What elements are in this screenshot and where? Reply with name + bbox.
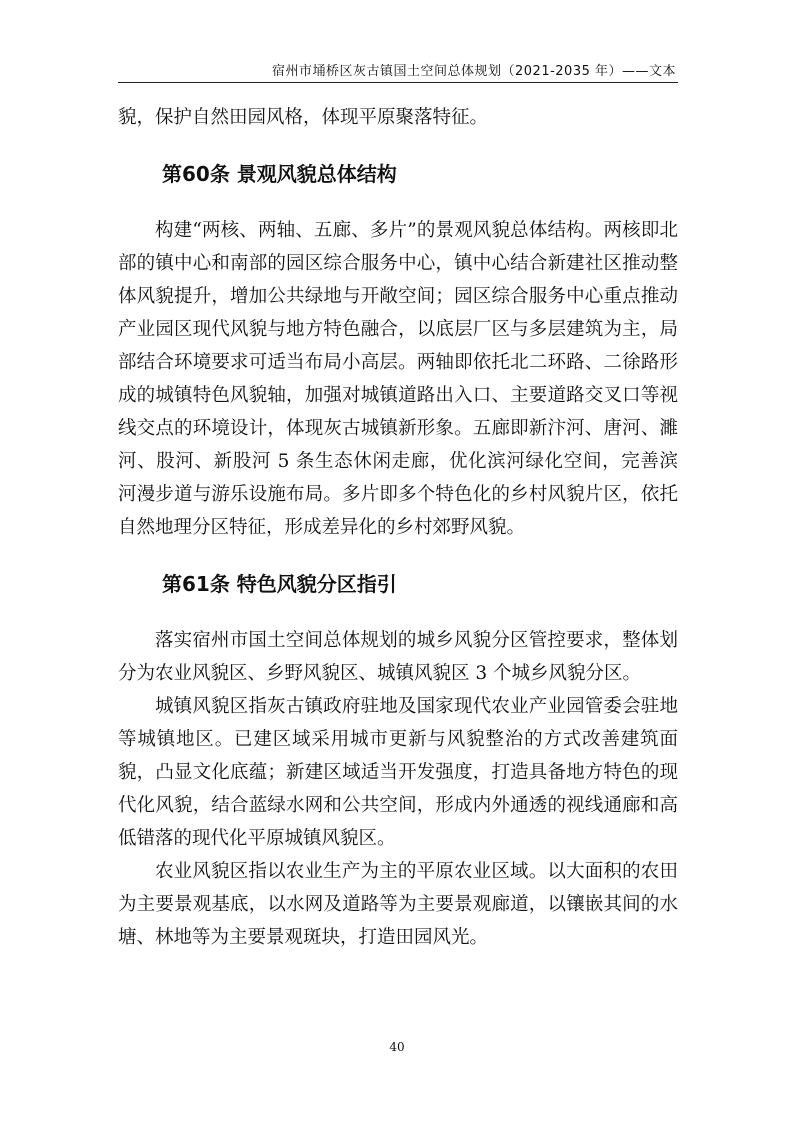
section-61-paragraph-3: 农业风貌区指以农业生产为主的平原农业区域。以大面积的农田为主要景观基底，以水网及道路等为主要景观廊道，以镶嵌其间的水塘、林地等为主要景观斑块，打造田园风光。: [118, 861, 678, 948]
running-header: 宿州市埇桥区灰古镇国土空间总体规划（2021-2035 年）——文本: [272, 64, 676, 79]
page-number: 40: [389, 1040, 405, 1054]
section-60-heading: 第60条 景观风貌总体结构: [162, 162, 397, 186]
lead-paragraph: 貌，保护自然田园风格，体现平原聚落特征。: [118, 107, 489, 128]
header-divider: [118, 82, 678, 83]
section-61-paragraph-1: 落实宿州市国土空间总体规划的城乡风貌分区管控要求，整体划分为农业风貌区、乡野风貌区、城镇风貌区 3 个城乡风貌分区。: [118, 630, 678, 684]
section-60-paragraph: 构建“两核、两轴、五廊、多片”的景观风貌总体结构。两核即北部的镇中心和南部的园区综合服务中心，镇中心结合新建社区推动整体风貌提升，增加公共绿地与开敞空间；园区综合服务中心重点推动产业园区现代风貌与地方特色融合，以底层厂区与多层建筑为主，局部结合环境要求可适当布局小高层。两轴即依托北二环路、二徐路形成的城镇特色风貌轴，加强对城镇道路出入口、主要道路交叉口等视线交点的环境设计，体现灰古城镇新形象。五廊即新汴河、唐河、濉河、股河、新股河 5 条生态休闲走廊，优化滨河绿化空间，完善滨河漫步道与游乐设施布局。多片即多个特色化的乡村风貌片区，依托自然地理分区特征，形成差异化的乡村郊野风貌。: [118, 220, 678, 538]
document-body: [118, 101, 678, 954]
section-61-paragraph-2: 城镇风貌区指灰古镇政府驻地及国家现代农业产业园管委会驻地等城镇地区。已建区域采用城市更新与风貌整治的方式改善建筑面貌，凸显文化底蕴；新建区域适当开发强度，打造具备地方特色的现代化风貌，结合蓝绿水网和公共空间，形成内外通透的视线通廊和高低错落的现代化平原城镇风貌区。: [118, 696, 678, 849]
section-61-heading: 第61条 特色风貌分区指引: [162, 572, 397, 596]
